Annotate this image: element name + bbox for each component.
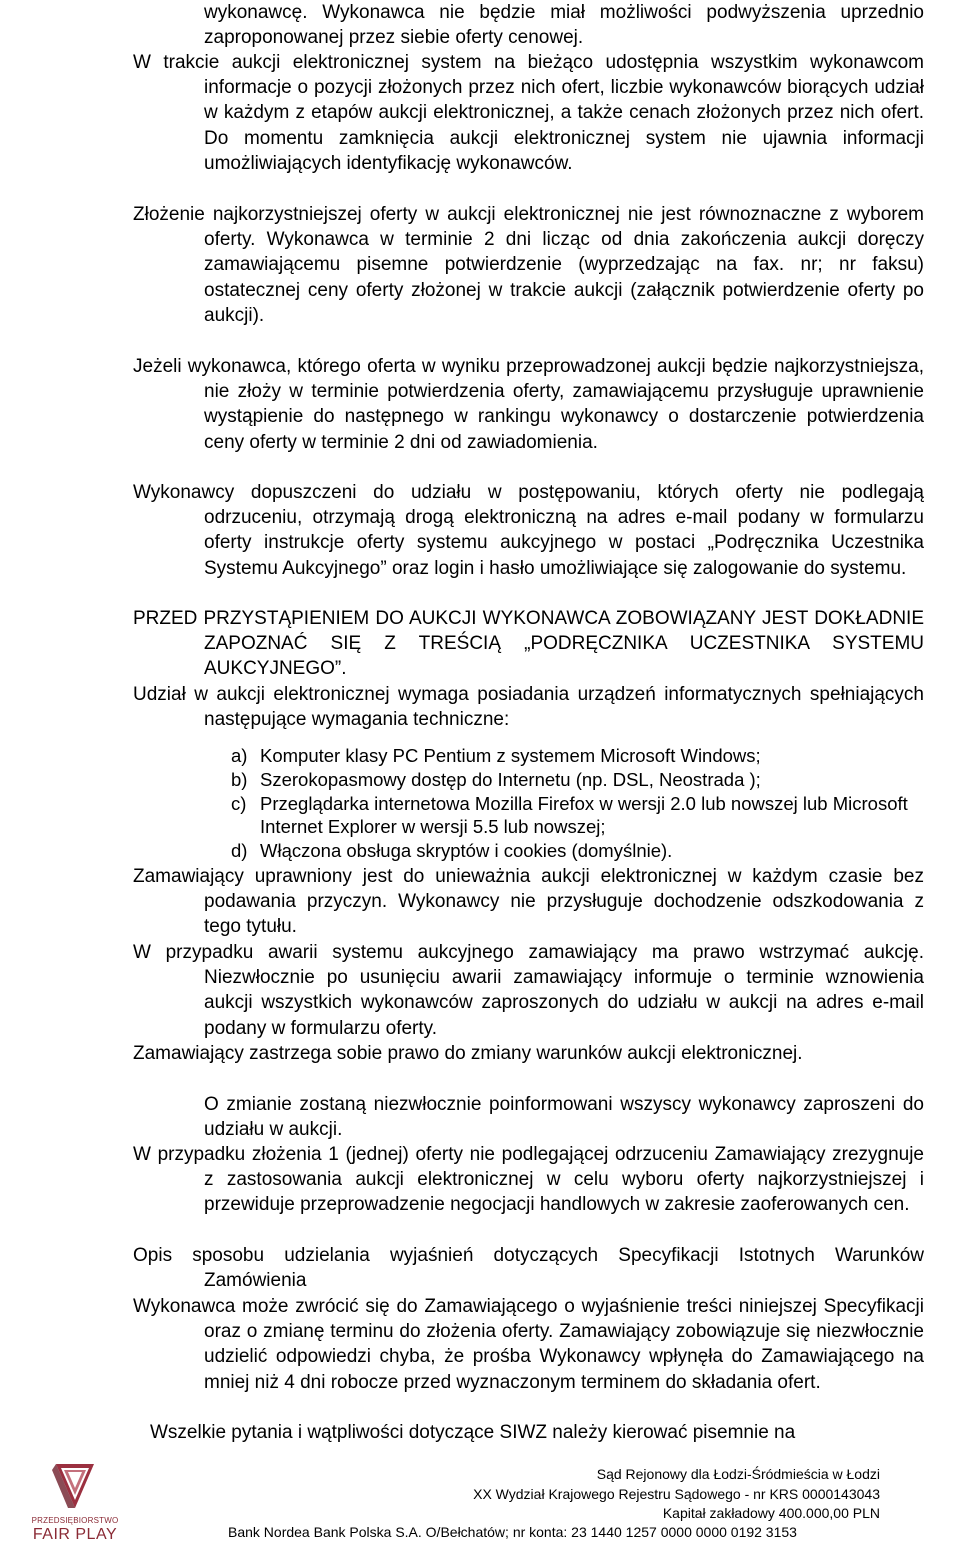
section-heading-clarifications: Opis sposobu udzielania wyjaśnień dotyczących Specyfikacji Istotnych Warunków Zamówienia: [133, 1245, 924, 1292]
paragraph-requirements-intro: Udział w aukcji elektronicznej wymaga posiadania urządzeń informatycznych spełniających następujące wymagania techniczne:: [133, 684, 924, 731]
paragraph-system-failure: W przypadku awarii systemu aukcyjnego zamawiający ma prawo wstrzymać aukcję. Niezwłocznie po usunięciu awarii zamawiający informuje o terminie wznowienia aukcji wszystkich wykonawców zaproszonych do udziału w aukcji na adres e-mail podany w formularzu oferty.: [133, 942, 924, 1039]
paragraph-right-to-change: Zamawiający zastrzega sobie prawo do zmiany warunków aukcji elektronicznej.: [133, 1043, 803, 1064]
list-item: c) Przeglądarka internetowa Mozilla Firefox w wersji 2.0 lub nowszej lub Microsoft Internet Explorer w wersji 5.5 lub nowszej;: [231, 792, 908, 838]
paragraph-auction-info: W trakcie aukcji elektronicznej system na bieżąco udostępnia wszystkim wykonawcom informacje o pozycji złożonych przez nich ofert, liczbie wykonawców biorących udział w każdym z etapów aukcji elektronicznej, a także cenach złożonych przez nich ofert. Do momentu zamknięcia aukcji elektronicznej system nie ujawnia informacji umożliwiających identyfikację wykonawców.: [133, 52, 924, 174]
page-footer: [0, 1452, 960, 1546]
paragraph-cancellation: Zamawiający uprawniony jest do unieważnia aukcji elektronicznej w każdym czasie bez podawania przyczyn. Wykonawcy nie przysługuje dochodzenie odszkodowania z tego tytułu.: [133, 866, 924, 938]
logo-label-line1: PRZEDSIĘBIORSTWO: [31, 1516, 119, 1525]
requirements-list: [231, 744, 926, 863]
paragraph-clarification-request: Wykonawca może zwrócić się do Zamawiającego o wyjaśnienie treści niniejszej Specyfikacji oraz o zmianę terminu do złożenia oferty. Zamawiający zobowiązuje się niezwłocznie udzielić odpowiedzi chyba, że prośba Wykonawcy wpłynęła do Zamawiającego na mniej niż 4 dni robocze przed wyznaczonym terminem do składania ofert.: [133, 1296, 924, 1393]
logo-label-line2: FAIR PLAY: [32, 1526, 118, 1543]
company-logo: [30, 1458, 120, 1544]
paragraph-best-offer: Złożenie najkorzystniejszej oferty w aukcji elektronicznej nie jest równoznaczne z wyborem oferty. Wykonawca w terminie 2 dni licząc od dnia zakończenia aukcji doręczy zamawiającemu pisemne potwierdzenie (wyprzedzając na fax. nr; nr faksu) ostatecznej ceny oferty złożonej w trakcie aukcji (załącznik potwierdzenie oferty po aukcji).: [133, 204, 924, 326]
footer-capital: Kapitał zakładowy 400.000,00 PLN: [662, 1505, 880, 1521]
footer-register: XX Wydział Krajowego Rejestru Sądowego - nr KRS 0000143043: [473, 1486, 880, 1502]
fair-play-logo-icon: [30, 1458, 120, 1514]
paragraph-questions: Wszelkie pytania i wątpliwości dotyczące SIWZ należy kierować pisemnie na: [150, 1422, 796, 1443]
paragraph-continuation: wykonawcę. Wykonawca nie będzie miał możliwości podwyższenia uprzednio zaproponowanej przez siebie oferty cenowej.: [204, 2, 924, 49]
paragraph-admitted-contractors: Wykonawcy dopuszczeni do udziału w postępowaniu, których oferty nie podlegają odrzuceniu, otrzymają drogą elektroniczną na adres e-mail podany w formularzu oferty instrukcje oferty systemu aukcyjnego w postaci „Podręcznika Uczestnika Systemu Aukcyjnego” oraz login i hasło umożliwiające się zalogowanie do systemu.: [133, 482, 924, 579]
footer-court: Sąd Rejonowy dla Łodzi-Śródmieścia w Łodzi: [596, 1466, 880, 1482]
paragraph-warning-uppercase: PRZED PRZYSTĄPIENIEM DO AUKCJI WYKONAWCA ZOBOWIĄZANY JEST DOKŁADNIE ZAPOZNAĆ SIĘ Z TREŚCIĄ „PODRĘCZNIKA UCZESTNIKA SYSTEMU AUKCYJNEGO”.: [133, 608, 924, 680]
list-item: d) Włączona obsługa skryptów i cookies (domyślnie).: [231, 840, 673, 862]
list-item: b) Szerokopasmowy dostęp do Internetu (np. DSL, Neostrada );: [231, 768, 761, 790]
list-item: a) Komputer klasy PC Pentium z systemem Microsoft Windows;: [231, 745, 761, 766]
paragraph-notification: O zmianie zostaną niezwłocznie poinformowani wszyscy wykonawcy zaproszeni do udziału w aukcji.: [204, 1094, 924, 1141]
footer-bank-account: Bank Nordea Bank Polska S.A. O/Bełchatów; nr konta: 23 1440 1257 0000 0000 0192 3153: [228, 1524, 797, 1540]
paragraph-confirmation: Jeżeli wykonawca, którego oferta w wyniku przeprowadzonej aukcji będzie najkorzystniejsza, nie złoży w terminie potwierdzenia oferty, zamawiającemu przysługuje uprawnienie wystąpienie do następnego w rankingu wykonawcy o dostarczenie potwierdzenia ceny oferty w terminie 2 dni od zawiadomienia.: [133, 356, 924, 453]
paragraph-single-offer: W przypadku złożenia 1 (jednej) oferty nie podlegającej odrzuceniu Zamawiający zrezygnuje z zastosowania aukcji elektronicznej w celu wyboru oferty najkorzystniejszej i przewiduje przeprowadzenie negocjacji handlowych w zakresie zaoferowanych cen.: [133, 1144, 924, 1216]
